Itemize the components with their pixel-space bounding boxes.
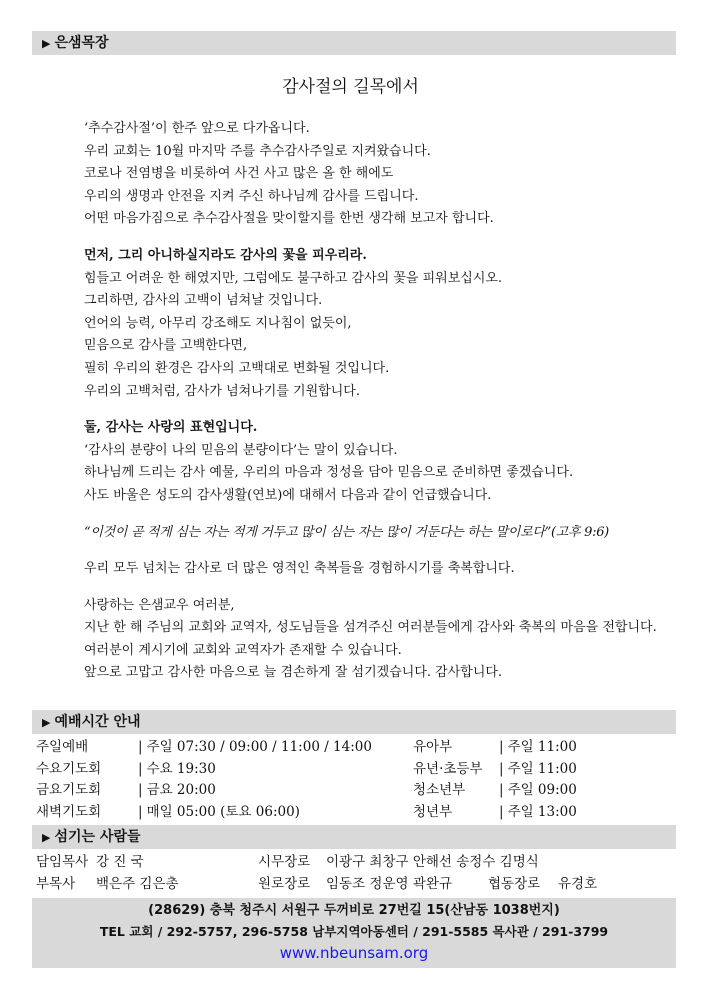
triangle-right-icon: ▶ <box>42 37 51 50</box>
paragraph-heading: 둘, 감사는 사랑의 표현입니다. <box>84 420 258 436</box>
text-line: 그리하면, 감사의 고백이 넘쳐날 것입니다. <box>84 293 323 309</box>
text-line: 우리 모두 넘치는 감사로 더 많은 영적인 축복들을 경험하시기를 축복합니다. <box>84 561 515 577</box>
separator: | <box>138 782 143 799</box>
senior-pastor-name: 강 진 국 <box>96 854 144 870</box>
associate-pastor-names: 백은주 김은총 <box>96 876 179 892</box>
serving-people <box>36 851 676 895</box>
text-line: 코로나 전염병을 비롯하여 사건 사고 많은 올 한 해에도 <box>84 166 394 182</box>
service-name: 금요기도회 <box>36 782 102 799</box>
paragraph-blessing <box>84 558 664 581</box>
text-line: ‘감사의 분량이 나의 믿음의 분량이다’는 말이 있습니다. <box>84 442 398 458</box>
text-line: 힘들고 어려운 한 해였지만, 그럼에도 불구하고 감사의 꽃을 피워보십시오. <box>84 270 503 286</box>
service-name: 주일예배 <box>36 739 89 755</box>
paragraph-first-point <box>84 245 664 403</box>
section-title: 섬기는 사람들 <box>54 829 141 845</box>
text-line: 우리의 생명과 안전을 지켜 주신 하나님께 감사를 드립니다. <box>84 188 419 204</box>
worship-schedule <box>36 737 676 823</box>
schedule-row <box>36 759 676 781</box>
text-line: 사랑하는 은샘교우 여러분, <box>84 597 235 613</box>
address: (28629) 충북 청주시 서원구 두꺼비로 27번길 15(산남동 1038번지) <box>148 903 560 918</box>
service-name: 유년·초등부 <box>413 760 483 777</box>
people-row <box>36 873 676 895</box>
text-line: 어떤 마음가짐으로 추수감사절을 맞이할지를 한번 생각해 보고자 합니다. <box>84 211 494 227</box>
service-name: 수요기도회 <box>36 760 102 777</box>
paragraph-quote <box>84 522 664 545</box>
separator: | <box>138 803 143 820</box>
schedule-row <box>36 737 676 759</box>
service-time: 금요 20:00 <box>146 782 216 799</box>
service-time: 주일 11:00 <box>507 739 577 755</box>
church-contact-footer <box>32 898 676 968</box>
service-time: 주일 09:00 <box>507 782 577 799</box>
service-time: 주일 07:30 / 09:00 / 11:00 / 14:00 <box>146 739 372 755</box>
text-line: 지난 한 해 주님의 교회와 교역자, 성도님들을 섬겨주신 여러분들에게 감사와 축복의 마음을 전합니다. <box>84 620 657 636</box>
article-body <box>84 118 664 699</box>
role-label: 담임목사 <box>36 854 89 870</box>
text-line: 필히 우리의 환경은 감사의 고백대로 변화될 것입니다. <box>84 360 390 376</box>
role-label: 부목사 <box>36 876 76 892</box>
role-label: 원로장로 <box>258 876 311 892</box>
role-label: 협동장로 <box>488 876 541 892</box>
service-name: 청년부 <box>413 803 453 820</box>
text-line: ‘추수감사절’이 한주 앞으로 다가옵니다. <box>84 121 310 136</box>
separator: | <box>499 782 504 799</box>
separator: | <box>138 760 143 777</box>
scripture-quote: “이것이 곧 적게 심는 자는 적게 거두고 많이 심는 자는 많이 거둔다는 하는 말이로다”(고후 9:6) <box>84 524 609 540</box>
triangle-right-icon: ▶ <box>42 831 51 844</box>
section-header-worship <box>32 710 676 734</box>
triangle-right-icon: ▶ <box>42 716 51 729</box>
text-line: 사도 바울은 성도의 감사생활(연보)에 대해서 다음과 같이 언급했습니다. <box>84 487 492 503</box>
separator: | <box>499 803 504 820</box>
text-line: 하나님께 드리는 감사 예물, 우리의 마음과 정성을 담아 믿음으로 준비하면 좋겠습니다. <box>84 465 574 481</box>
section-header-pastor <box>32 31 676 55</box>
text-line: 우리 교회는 10월 마지막 주를 추수감사주일로 지켜왔습니다. <box>84 143 431 159</box>
service-name: 새벽기도회 <box>36 803 102 820</box>
section-title: 예배시간 안내 <box>54 714 141 730</box>
text-line: 여러분이 계시기에 교회와 교역자가 존재할 수 있습니다. <box>84 642 402 658</box>
section-title: 은샘목장 <box>54 35 109 51</box>
website-link[interactable]: www.nbeunsam.org <box>279 944 429 962</box>
service-time: 매일 05:00 (토요 06:00) <box>146 803 300 820</box>
schedule-row <box>36 802 676 824</box>
text-line: 믿음으로 감사를 고백한다면, <box>84 338 248 354</box>
service-name: 청소년부 <box>413 782 466 799</box>
section-header-serving <box>32 825 676 849</box>
separator: | <box>499 739 504 755</box>
emeritus-names: 임동조 정운영 곽완규 <box>326 876 452 892</box>
paragraph-intro <box>84 118 664 231</box>
service-time: 주일 11:00 <box>507 760 577 777</box>
telephone: TEL 교회 / 292-5757, 296-5758 남부지역아동센터 / 291-5585 목사관 / 291-3799 <box>99 924 609 939</box>
cooperating-elder-name: 유경호 <box>558 876 598 892</box>
text-line: 언어의 능력, 아무리 강조해도 지나침이 없듯이, <box>84 315 352 331</box>
text-line: 앞으로 고맙고 감사한 마음으로 늘 겸손하게 잘 섬기겠습니다. 감사합니다. <box>84 665 503 681</box>
paragraph-second-point <box>84 417 664 507</box>
people-row <box>36 851 676 873</box>
text-line: 우리의 고백처럼, 감사가 넘쳐나기를 기원합니다. <box>84 383 360 399</box>
service-name: 유아부 <box>413 739 453 755</box>
deacons-names: 이광구 최창구 안해선 송정수 김명식 <box>326 854 539 870</box>
separator: | <box>499 760 504 777</box>
role-label: 시무장로 <box>258 854 311 870</box>
separator: | <box>138 739 143 755</box>
service-time: 주일 13:00 <box>507 803 577 820</box>
schedule-row <box>36 780 676 802</box>
service-time: 수요 19:30 <box>146 760 216 777</box>
article-title: 감사절의 길목에서 <box>282 77 419 97</box>
paragraph-heading: 먼저, 그리 아니하실지라도 감사의 꽃을 피우리라. <box>84 247 367 263</box>
paragraph-closing <box>84 595 664 685</box>
